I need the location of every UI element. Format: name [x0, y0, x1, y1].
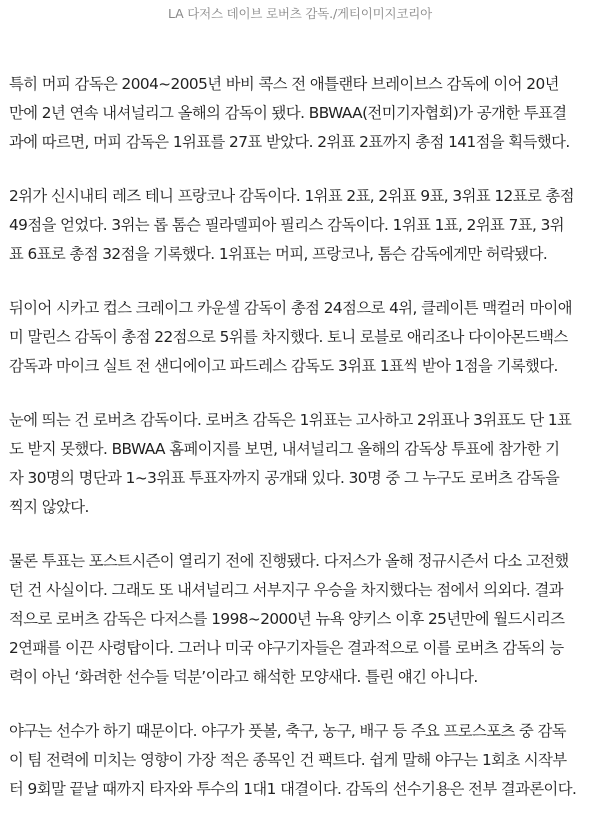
text-line: 적으로 로버츠 감독은 다저스를 1998~2000년 뉴욕 양키스 이후 25년만에 월드시리즈: [9, 610, 565, 628]
text-line: 특히 머피 감독은 2004~2005년 바비 콕스 전 애틀랜타 브레이브스 감독에 이어 20년: [9, 75, 559, 93]
text-line: 이 팀 전력에 미치는 영향이 가장 적은 종목인 건 팩트다. 쉽게 말해 야구는 1회초 시작부: [9, 751, 567, 769]
photo-caption: LA 다저스 데이브 로버츠 감독./게티이미지코리아: [168, 6, 432, 21]
text-line: 과에 따르면, 머피 감독은 1위표를 27표 받았다. 2위표 2표까지 총점 141점을 획득했다.: [9, 133, 570, 151]
text-line: 던 건 사실이다. 그래도 또 내셔널리그 서부지구 우승을 차지했다는 점에서 의외다. 결과: [9, 581, 564, 599]
text-line: 도 받지 못했다. BBWAA 홈페이지를 보면, 내셔널리그 올해의 감독상 투표에 참가한 기: [9, 440, 560, 458]
text-line: 찍지 않았다.: [9, 498, 89, 516]
article-paragraph: [9, 547, 594, 692]
text-line: 눈에 띄는 건 로버츠 감독이다. 로버츠 감독은 1위표는 고사하고 2위표나 3위표도 단 1표: [9, 411, 572, 429]
text-line: 감독과 마이크 실트 전 샌디에이고 파드레스 감독도 3위표 1표씩 받아 1점을 기록했다.: [9, 357, 558, 375]
article-body: [9, 70, 594, 829]
article-paragraph: [9, 70, 594, 157]
text-line: 2위가 신시내티 레즈 테니 프랑코나 감독이다. 1위표 2표, 2위표 9표, 3위표 12표로 총점: [9, 187, 574, 205]
text-line: 만에 2년 연속 내셔널리그 올해의 감독이 됐다. BBWAA(전미기자협회)가 공개한 투표결: [9, 104, 567, 122]
text-line: 력이 아닌 ‘화려한 선수들 덕분’이라고 해석한 모양새다. 틀린 얘긴 아니다.: [9, 668, 478, 686]
article-paragraph: [9, 717, 594, 804]
text-line: 야구는 선수가 하기 때문이다. 야구가 풋볼, 축구, 농구, 배구 등 주요 프로스포츠 중 감독: [9, 722, 567, 740]
article-paragraph: [9, 294, 594, 381]
text-line: 49점을 얻었다. 3위는 롭 톰슨 필라델피아 필리스 감독이다. 1위표 1표, 2위표 7표, 3위: [9, 216, 565, 234]
text-line: 표 6표로 총점 32점을 기록했다. 1위표는 머피, 프랑코나, 톰슨 감독에게만 허락됐다.: [9, 245, 548, 263]
text-line: 뒤이어 시카고 컵스 크레이그 카운셀 감독이 총점 24점으로 4위, 클레이튼 맥컬러 마이애: [9, 299, 573, 317]
article-paragraph: [9, 406, 594, 522]
text-line: 터 9회말 끝날 때까지 타자와 투수의 1대1 대결이다. 감독의 선수기용은 전부 결과론이다.: [9, 780, 577, 798]
text-line: 자 30명의 명단과 1~3위표 투표자까지 공개돼 있다. 30명 중 그 누구도 로버츠 감독을: [9, 469, 560, 487]
text-line: 물론 투표는 포스트시즌이 열리기 전에 진행됐다. 다저스가 올해 정규시즌서 다소 고전했: [9, 552, 569, 570]
article-paragraph: [9, 182, 594, 269]
text-line: 미 말린스 감독이 총점 22점으로 5위를 차지했다. 토니 로블로 애리조나 다이아몬드백스: [9, 328, 568, 346]
text-line: 2연패를 이끈 사령탑이다. 그러나 미국 야구기자들은 결과적으로 이를 로버츠 감독의 능: [9, 639, 564, 657]
